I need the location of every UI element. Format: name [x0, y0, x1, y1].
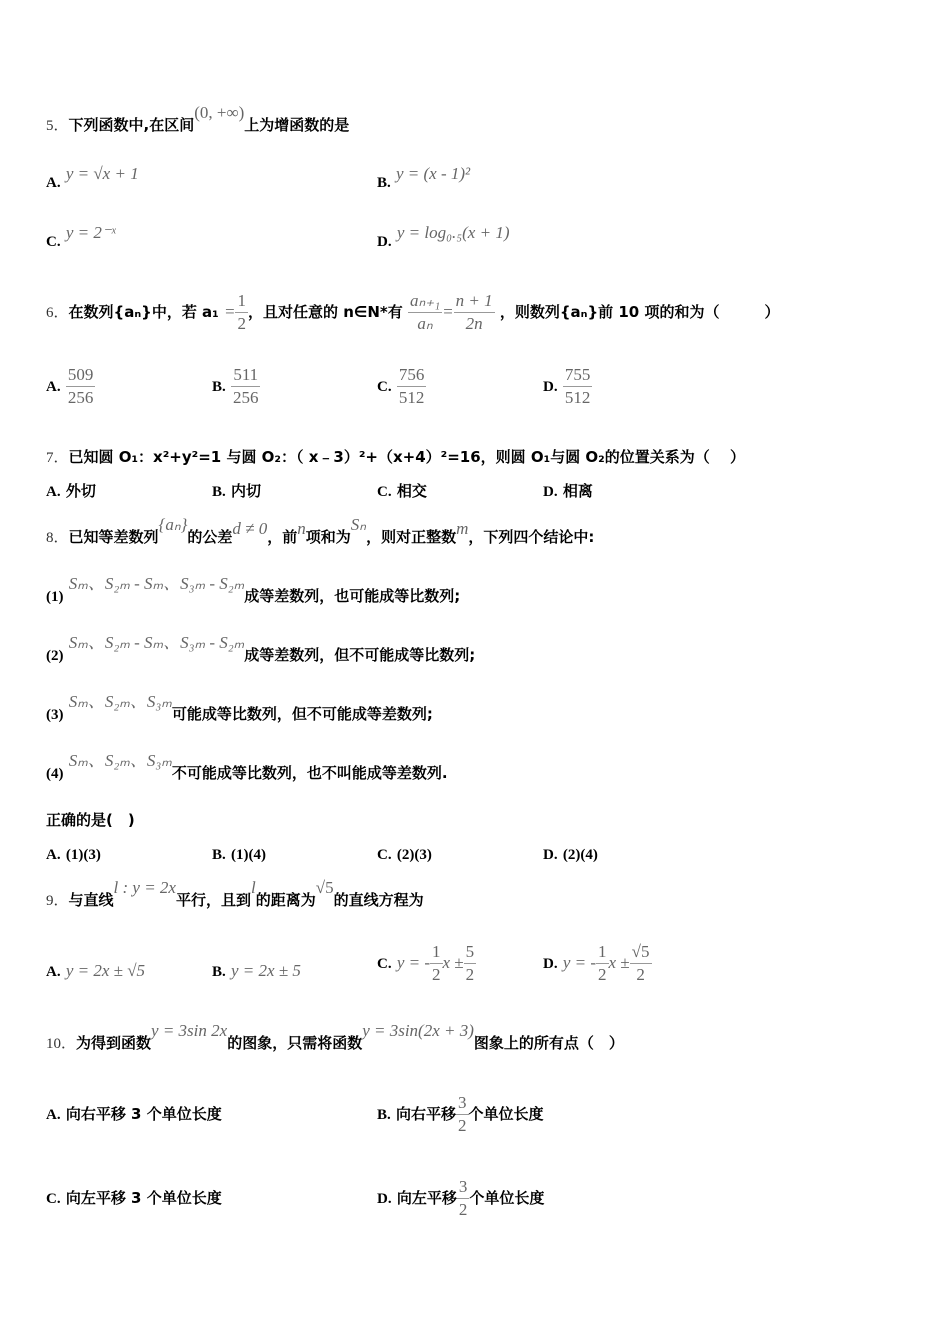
- q9-option-c: [377, 940, 476, 987]
- option-label: A.: [46, 964, 61, 980]
- interval-math: (0, +∞): [194, 103, 245, 122]
- statement-3: [46, 692, 433, 725]
- option-label: D.: [543, 379, 558, 395]
- question-number: 8．: [46, 530, 69, 546]
- stem-text: 平行，且到: [175, 891, 251, 909]
- option-label: C.: [377, 379, 392, 395]
- stem-text: 已知等差数列: [68, 528, 159, 546]
- option-math: y = log₀.₅(x + 1): [396, 223, 510, 242]
- statement-math: Sₘ、S₂ₘ - Sₘ、S₃ₘ - S₂ₘ: [68, 574, 245, 593]
- denominator: 512: [398, 388, 425, 407]
- stem-text: 图象上的所有点（ ）: [473, 1034, 624, 1052]
- statement-2: [46, 633, 476, 666]
- denominator: 2n: [465, 314, 483, 333]
- q7-option-a: [46, 481, 96, 502]
- option-label: C.: [377, 847, 392, 863]
- option-text: (2)(4): [562, 847, 598, 863]
- option-label: C.: [377, 484, 392, 500]
- stem-text: ，下列四个结论中:: [468, 528, 595, 546]
- math: {aₙ}: [158, 515, 188, 534]
- q6-option-d: [543, 363, 592, 410]
- denominator: 2: [636, 965, 645, 984]
- question-number: 9．: [46, 893, 69, 909]
- option-math: y = -: [562, 953, 597, 972]
- question-10-stem: [46, 1021, 624, 1054]
- q10-option-b: [377, 1081, 544, 1148]
- q8-option-a: [46, 844, 101, 865]
- q9-option-b: [212, 961, 301, 982]
- fraction: [596, 941, 609, 986]
- stem-text: 的公差: [187, 528, 233, 546]
- statement-label: (1): [46, 589, 64, 605]
- denominator: 2: [432, 965, 441, 984]
- option-label: B.: [212, 484, 226, 500]
- question-number: 6．: [46, 305, 69, 321]
- stem-text: 项和为: [305, 528, 351, 546]
- fraction: [464, 941, 477, 986]
- option-text: (1)(3): [65, 847, 101, 863]
- option-fraction: [66, 364, 96, 409]
- stem-text: ，前: [267, 528, 298, 546]
- option-text: (1)(4): [231, 847, 266, 863]
- option-label: B.: [377, 175, 391, 191]
- q7-option-c: [377, 481, 427, 502]
- option-text: 内切: [231, 482, 262, 500]
- denominator: 2: [458, 1116, 467, 1135]
- statement-text: 不可能成等比数列，也不叫能成等差数列.: [171, 764, 448, 782]
- option-label: D.: [543, 956, 558, 972]
- statement-text: 成等差数列，也可能成等比数列;: [244, 587, 461, 605]
- question-number: 5．: [46, 118, 69, 134]
- denominator: 2: [458, 1200, 468, 1219]
- numerator: 3: [456, 1092, 469, 1115]
- stem-text: 的图象，只需将函数: [227, 1034, 363, 1052]
- statement-1: [46, 574, 461, 607]
- option-label: A.: [46, 1107, 61, 1123]
- option-label: C.: [46, 234, 61, 250]
- option-text: 个单位长度: [469, 1189, 545, 1207]
- denominator: 2: [465, 965, 475, 984]
- statement-label: (3): [46, 707, 64, 723]
- equals: =: [442, 302, 454, 321]
- q7-option-d: [543, 481, 593, 502]
- denominator: 256: [233, 388, 259, 407]
- q7-option-b: [212, 481, 261, 502]
- stem-text: 的距离为: [255, 891, 316, 909]
- q9-option-d: [543, 940, 652, 987]
- q8-option-c: [377, 844, 432, 865]
- option-fraction: [563, 364, 593, 409]
- option-math: y = (x - 1)²: [396, 164, 471, 183]
- numerator: 1: [430, 941, 443, 964]
- q6-option-c: [377, 363, 426, 410]
- question-7-stem: [46, 447, 745, 468]
- option-label: B.: [212, 379, 226, 395]
- option-text: 外切: [65, 482, 96, 500]
- option-label: D.: [543, 847, 558, 863]
- numerator: 5: [464, 941, 477, 964]
- stem-text: ，则对正整数: [366, 528, 457, 546]
- q5-option-c: [46, 223, 116, 252]
- denominator: 512: [564, 388, 591, 407]
- denominator: aₙ: [417, 314, 433, 333]
- math: l: [251, 878, 256, 897]
- option-math: x ±: [608, 953, 630, 972]
- option-label: A.: [46, 379, 61, 395]
- q6-option-a: [46, 363, 95, 410]
- fraction-a1: [235, 290, 248, 335]
- numerator: 756: [397, 364, 427, 387]
- option-label: D.: [377, 1191, 392, 1207]
- question-5-stem: [46, 103, 350, 136]
- numerator: 755: [563, 364, 593, 387]
- option-math: y = 2⁻ˣ: [65, 223, 116, 242]
- statement-text: 可能成等比数列，但不可能成等差数列;: [171, 705, 433, 723]
- math: Sₙ: [350, 515, 367, 534]
- q10-option-a: [46, 1104, 222, 1125]
- statement-math: Sₘ、S₂ₘ、S₃ₘ: [68, 751, 172, 770]
- option-label: D.: [543, 484, 558, 500]
- fraction: [456, 1092, 469, 1137]
- q9-option-a: [46, 961, 145, 982]
- option-text: 向右平移: [396, 1105, 457, 1123]
- option-text: (2)(3): [396, 847, 432, 863]
- q10-option-c: [46, 1188, 222, 1209]
- fraction: [630, 941, 652, 986]
- question-number: 7．: [46, 450, 69, 466]
- equals: =: [223, 302, 236, 321]
- denominator: 2: [598, 965, 607, 984]
- question-8-stem: [46, 515, 595, 548]
- stem-text: 的直线方程为: [333, 891, 424, 909]
- numerator: 1: [235, 290, 248, 313]
- stem-text: ，且对任意的 n∈N*有: [247, 303, 403, 321]
- q8-option-b: [212, 844, 266, 865]
- numerator: √5: [630, 941, 652, 964]
- fraction: [430, 941, 443, 986]
- fraction-rhs: [454, 290, 495, 335]
- statement-4: [46, 751, 448, 784]
- stem-text: 为得到函数: [76, 1034, 152, 1052]
- q10-option-d: [377, 1165, 544, 1232]
- math: d ≠ 0: [232, 519, 268, 538]
- math: m: [456, 519, 469, 538]
- option-label: A.: [46, 847, 61, 863]
- math: y = 3sin 2x: [151, 1021, 228, 1040]
- option-math: y = 2x ± √5: [65, 961, 146, 980]
- option-label: A.: [46, 175, 61, 191]
- denominator: 256: [67, 388, 94, 407]
- option-text: 相交: [396, 482, 427, 500]
- option-text: 向右平移 3 个单位长度: [65, 1105, 222, 1123]
- q8-option-d: [543, 844, 598, 865]
- option-text: 个单位长度: [468, 1105, 544, 1123]
- stem-text: ，则数列{aₙ}前 10 项的和为（ ）: [499, 303, 780, 321]
- option-math: x ±: [442, 953, 464, 972]
- option-text: 向左平移: [396, 1189, 457, 1207]
- fraction: [457, 1176, 470, 1221]
- math: n: [297, 519, 306, 538]
- denominator: 2: [237, 314, 246, 333]
- option-label: C.: [46, 1191, 61, 1207]
- numerator: 1: [596, 941, 609, 964]
- statement-math: Sₘ、S₂ₘ - Sₘ、S₃ₘ - S₂ₘ: [68, 633, 245, 652]
- option-text: 向左平移 3 个单位长度: [65, 1189, 222, 1207]
- statement-math: Sₘ、S₂ₘ、S₃ₘ: [68, 692, 172, 711]
- question-9-stem: [46, 878, 424, 911]
- math: l : y = 2x: [113, 878, 176, 897]
- math: y = 3sin(2x + 3): [362, 1021, 474, 1040]
- q5-option-a: [46, 164, 139, 193]
- stem-text: 在数列{aₙ}中，若 a₁: [68, 303, 219, 321]
- option-math: y = √x + 1: [65, 164, 139, 183]
- option-label: A.: [46, 484, 61, 500]
- option-label: B.: [212, 964, 226, 980]
- option-fraction: [231, 364, 261, 409]
- numerator: 3: [457, 1176, 470, 1199]
- option-label: D.: [377, 234, 392, 250]
- q5-option-d: [377, 223, 510, 252]
- option-label: B.: [212, 847, 226, 863]
- stem-text: 上为增函数的是: [244, 116, 350, 134]
- numerator: 509: [66, 364, 96, 387]
- q5-option-b: [377, 164, 471, 193]
- statement-label: (4): [46, 766, 64, 782]
- fraction-ratio: [408, 290, 442, 335]
- statement-text: 成等差数列，但不可能成等比数列;: [244, 646, 476, 664]
- option-text: 相离: [562, 482, 593, 500]
- stem-text: 已知圆 O₁：x²+y²=1 与圆 O₂：（ x﹣3）²+（x+4）²=16，则圆 O₁与圆 O₂的位置关系为（ ）: [68, 448, 745, 466]
- math: √5: [315, 878, 334, 897]
- option-label: B.: [377, 1107, 391, 1123]
- numerator: aₙ₊₁: [408, 290, 442, 313]
- option-math: y = 2x ± 5: [231, 961, 301, 980]
- option-math: y = -: [396, 953, 431, 972]
- statement-label: (2): [46, 648, 64, 664]
- option-label: C.: [377, 956, 392, 972]
- question-6-stem: [46, 282, 779, 343]
- stem-text: 下列函数中,在区间: [68, 116, 195, 134]
- option-fraction: [397, 364, 427, 409]
- question-number: 10．: [46, 1036, 77, 1052]
- stem-text: 与直线: [68, 891, 114, 909]
- q8-prompt: 正确的是( ): [46, 811, 135, 829]
- numerator: n + 1: [454, 290, 495, 313]
- numerator: 511: [231, 364, 260, 387]
- q6-option-b: [212, 363, 261, 410]
